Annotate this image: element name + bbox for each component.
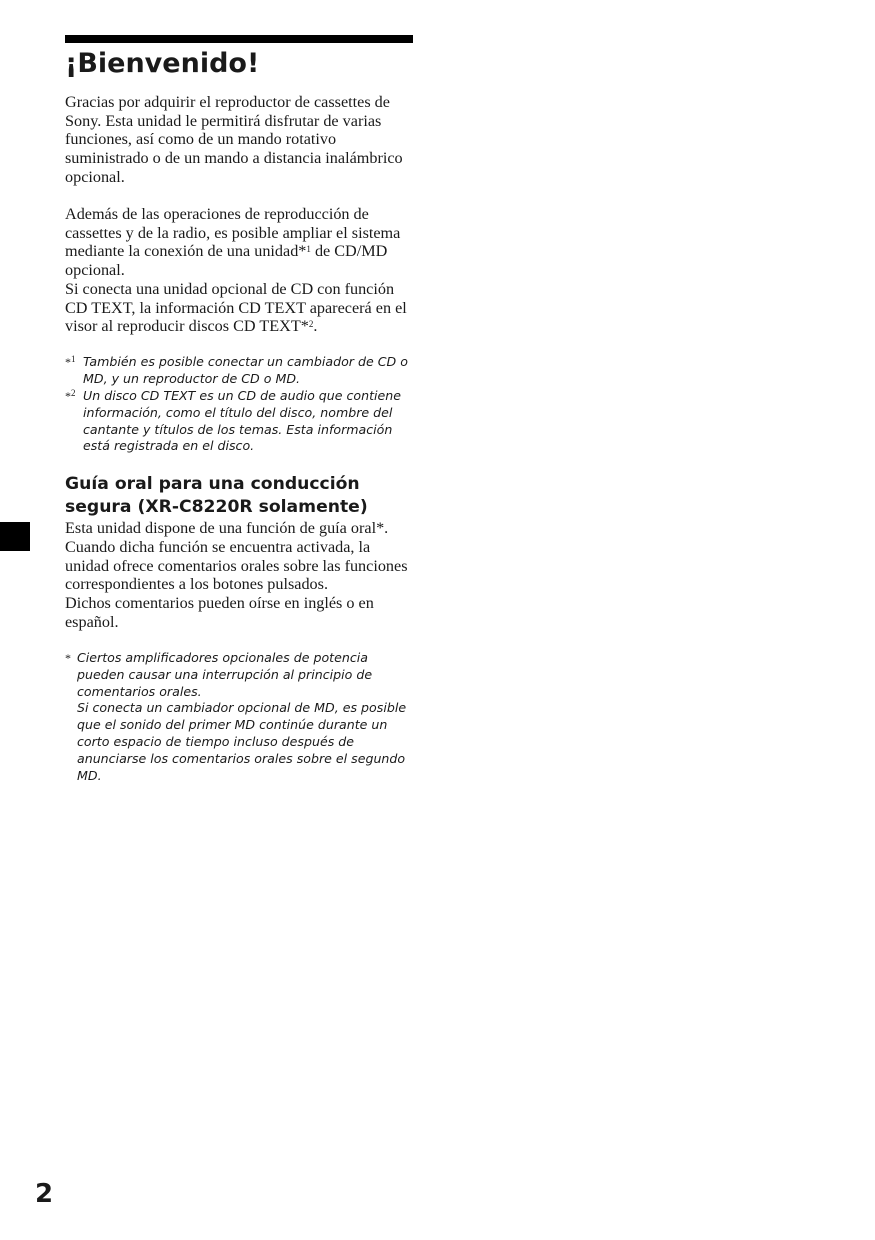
voice-guide-note-mark: * xyxy=(65,650,71,665)
footnote-item xyxy=(65,354,417,388)
operations-text-2: de CD/MD opcional. xyxy=(65,242,388,280)
voice-guide-note-body xyxy=(77,650,417,784)
operations-text-4: . xyxy=(313,317,318,336)
footnote-number: 2 xyxy=(71,388,76,399)
footnote-text: Un disco CD TEXT es un CD de audio que contiene información, como el título del disco, nombre del cantante y títulos de los temas. Esta información está registrada en el disco. xyxy=(83,388,402,454)
footnote-asterisk: * xyxy=(65,355,71,370)
footnote-item xyxy=(65,388,417,455)
footnotes-list xyxy=(65,354,417,455)
footnote-asterisk: * xyxy=(65,389,71,404)
voice-guide-note xyxy=(65,650,417,784)
footnote-mark xyxy=(65,354,83,371)
page-number: 2 xyxy=(35,1179,54,1209)
voice-guide-heading: Guía oral para una conducción segura (XR-C8220R solamente) xyxy=(65,474,368,518)
operations-text-1: Además de las operaciones de reproducción de cassettes y de la radio, es posible ampliar el sistema mediante la conexión de una unidad* xyxy=(65,205,401,261)
intro-paragraph: Gracias por adquirir el reproductor de cassettes de Sony. Esta unidad le permitirá disfrutar de varias funciones, así como de un mando rotativo suministrado o de un mando a distancia inalámbrico opcional. xyxy=(65,93,403,186)
section-tab-marker xyxy=(0,522,30,551)
top-rule xyxy=(65,35,413,43)
footnote-ref-2: 2 xyxy=(308,319,314,330)
voice-guide-paragraph-1: Esta unidad dispone de una función de guía oral*. Cuando dicha función se encuentra activada, la unidad ofrece comentarios orales sobre las funciones correspondientes a los botones pulsados. xyxy=(65,519,408,594)
operations-text-3: Si conecta una unidad opcional de CD con función CD TEXT, la información CD TEXT aparecerá en el visor al reproducir discos CD TEXT* xyxy=(65,279,407,336)
voice-guide-note-2: Si conecta un cambiador opcional de MD, es posible que el sonido del primer MD continúe durante un corto espacio de tiempo incluso después de anunciarse los comentarios orales sobre el segundo MD. xyxy=(77,700,407,783)
main-column xyxy=(65,93,417,784)
page-title: ¡Bienvenido! xyxy=(65,48,260,79)
voice-guide-note-1: Ciertos amplificadores opcionales de potencia pueden causar una interrupción al principio de comentarios orales. xyxy=(77,649,373,699)
voice-guide-paragraph-2: Dichos comentarios pueden oírse en inglés o en español. xyxy=(65,594,374,631)
footnote-text: También es posible conectar un cambiador de CD o MD, y un reproductor de CD o MD. xyxy=(83,354,408,387)
footnote-number: 1 xyxy=(71,354,76,365)
voice-guide-note-row xyxy=(65,650,417,784)
footnote-mark xyxy=(65,388,83,405)
cd-text-paragraph xyxy=(65,280,417,336)
operations-paragraph xyxy=(65,205,417,280)
footnote-ref-1: 1 xyxy=(306,244,311,255)
